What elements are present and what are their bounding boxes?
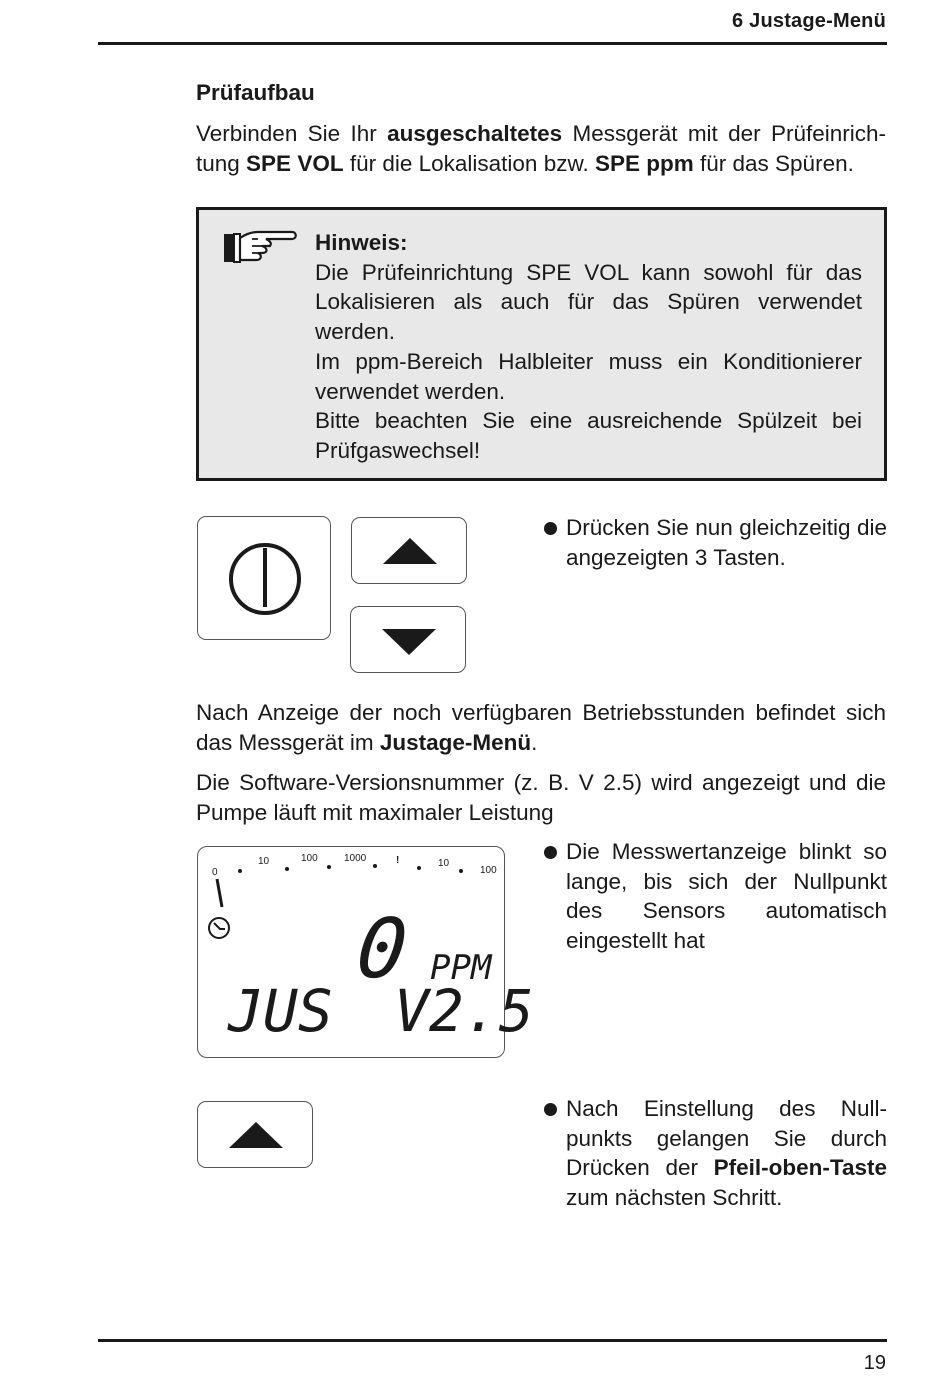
power-key[interactable] bbox=[197, 516, 331, 640]
note-line-2: Im ppm-Bereich Halbleiter muss ein Konditionierer verwendet werden. bbox=[315, 348, 862, 404]
pointing-hand-icon bbox=[222, 226, 300, 273]
lcd-scale-0: 0 bbox=[212, 867, 218, 878]
intro-bold-3: SPE ppm bbox=[594, 151, 694, 176]
power-icon bbox=[227, 541, 303, 617]
arrow-up-icon bbox=[383, 538, 437, 564]
bullet3-bold: Pfeil-oben-Taste bbox=[713, 1155, 887, 1180]
bullet-text-1: Drücken Sie nun gleichzeitig die angezeigten 3 Tasten. bbox=[566, 515, 887, 570]
lcd-scale-4: ! bbox=[396, 855, 400, 866]
note-title: Hinweis: bbox=[315, 230, 408, 255]
footer-rule bbox=[98, 1339, 887, 1342]
bullet3-text-2: zum nächsten Schritt. bbox=[566, 1184, 783, 1210]
down-key[interactable] bbox=[350, 606, 466, 673]
chapter-title: 6 Justage-Menü bbox=[732, 10, 886, 32]
lcd-version: V2.5 bbox=[394, 977, 534, 1045]
lcd-scale-6: 100 bbox=[480, 865, 497, 876]
lcd-scale-1: 10 bbox=[258, 856, 270, 867]
bullet-dot bbox=[544, 522, 557, 535]
intro-bold-2: SPE VOL bbox=[246, 151, 344, 176]
lcd-scale-5: 10 bbox=[438, 858, 450, 869]
header-rule bbox=[98, 42, 887, 45]
para2-text-1: Nach Anzeige der noch verfügbaren Betriebsstunden befindet sich das Messgerät im bbox=[196, 700, 886, 755]
bullet-dot bbox=[544, 1103, 557, 1116]
bullet-item-2 bbox=[544, 837, 887, 955]
section-heading: Prüfaufbau bbox=[196, 80, 315, 105]
note-line-1: Die Prüfeinrichtung SPE VOL kann sowohl für das Lokalisieren als auch für das Spüren verwendet werden. bbox=[315, 259, 862, 345]
lcd-scale-3: 1000 bbox=[344, 853, 367, 864]
lcd-scale-2: 100 bbox=[301, 853, 318, 864]
bullet3-text-1: Nach Einstellung des Null-punkts gelangen Sie durch Drücken der bbox=[566, 1096, 887, 1180]
intro-text-2: Messgerät mit der Prüfeinrich-tung bbox=[196, 121, 886, 176]
arrow-down-icon bbox=[382, 629, 436, 655]
bullet-text-2: Die Messwertanzeige blinkt so lange, bis sich der Nullpunkt des Sensors automatisch eingestellt hat bbox=[566, 839, 887, 953]
clock-icon bbox=[209, 918, 229, 938]
note-text bbox=[315, 228, 862, 466]
para2-text-2: . bbox=[531, 730, 538, 755]
bullet-item-3 bbox=[544, 1094, 887, 1212]
lcd-unit: PPM bbox=[430, 948, 492, 988]
up-key-next[interactable] bbox=[197, 1101, 313, 1168]
para2-bold: Justage-Menü bbox=[379, 730, 532, 755]
lcd-value: 0 bbox=[352, 902, 412, 997]
intro-text-4: für das Spüren. bbox=[693, 151, 854, 176]
bullet-item-1 bbox=[544, 513, 887, 572]
lcd-display bbox=[197, 846, 534, 1058]
paragraph-software-version: Die Software-Versionsnummer (z. B. V 2.5) wird angezeigt und die Pumpe läuft mit maximaler Leistung bbox=[196, 770, 886, 825]
intro-text-1: Verbinden Sie Ihr bbox=[196, 121, 388, 146]
up-key[interactable] bbox=[351, 517, 467, 584]
intro-bold-1: ausgeschaltetes bbox=[387, 121, 563, 146]
paragraph-justage-menu bbox=[196, 698, 886, 758]
bullet-dot bbox=[544, 846, 557, 859]
page-number: 19 bbox=[863, 1352, 886, 1374]
intro-paragraph bbox=[196, 119, 886, 179]
bullet-text-3 bbox=[566, 1094, 887, 1212]
intro-text-3: für die Lokalisation bzw. bbox=[343, 151, 595, 176]
note-line-3: Bitte beachten Sie eine ausreichende Spülzeit bei Prüfgaswechsel! bbox=[315, 408, 862, 463]
arrow-up-icon bbox=[229, 1122, 283, 1148]
lcd-mode: JUS bbox=[228, 977, 333, 1045]
